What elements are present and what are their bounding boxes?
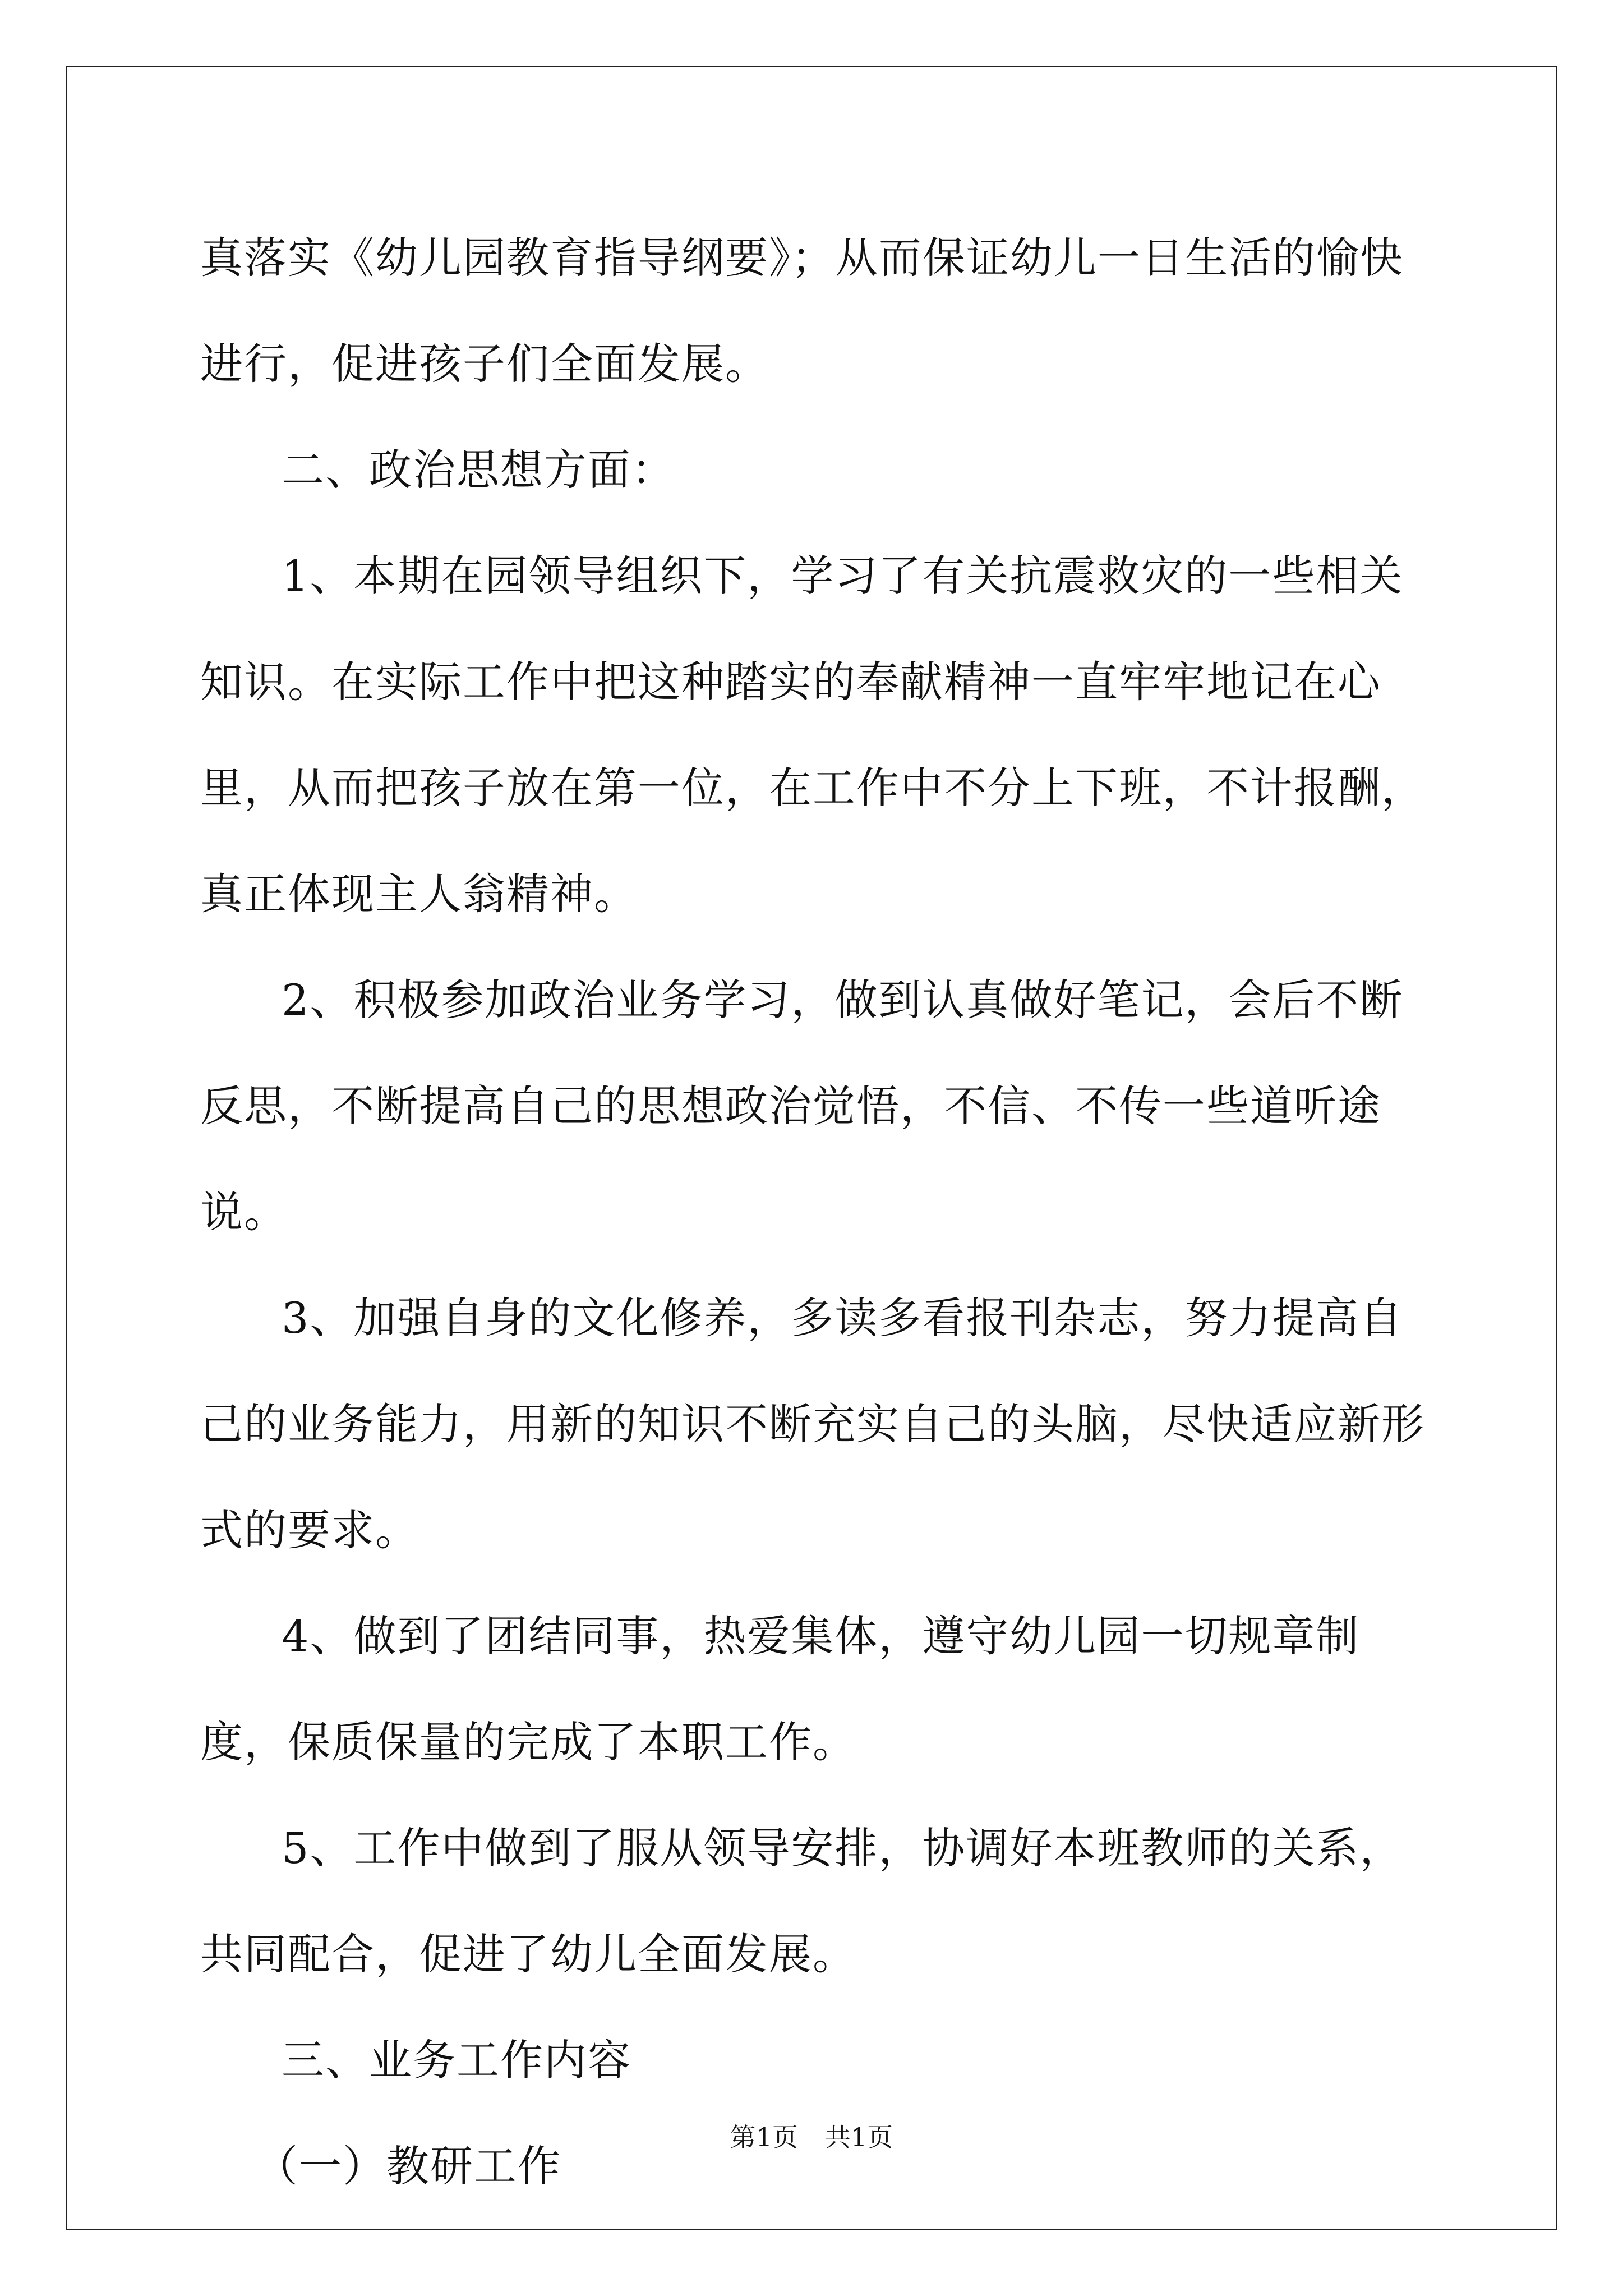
- paragraph-item-3: 3、加强自身的文化修养，多读多看报刊杂志，努力提高自己的业务能力，用新的知识不断充实自己的头脑，尽快适应新形式的要求。: [200, 1293, 1425, 1555]
- paragraph-item-5: 5、工作中做到了服从领导安排，协调好本班教师的关系，共同配合，促进了幼儿全面发展。: [200, 1823, 1404, 1979]
- heading-political-thought: 二、政治思想方面：: [282, 445, 675, 495]
- paragraph-item-1: 1、本期在园领导组织下，学习了有关抗震救灾的一些相关知识。在实际工作中把这种踏实的奉献精神一直牢牢地记在心里，从而把孩子放在第一位，在工作中不分上下班，不计报酬，真正体现主人翁精神。: [200, 551, 1425, 919]
- subheading-teaching-research: （一）教研工作: [255, 2141, 561, 2191]
- paragraph-intro: 真落实《幼儿园教育指导纲要》；从而保证幼儿一日生活的愉快进行，促进孩子们全面发展。: [200, 233, 1404, 389]
- page-total: 共1页: [825, 2122, 893, 2152]
- heading-business-work: 三、业务工作内容: [282, 2035, 631, 2085]
- document-body: [200, 205, 1434, 2219]
- paragraph-item-2: 2、积极参加政治业务学习，做到认真做好笔记，会后不断反思，不断提高自己的思想政治觉悟，不信、不传一些道听途说。: [200, 975, 1404, 1237]
- page-footer: [0, 2120, 1623, 2154]
- paragraph-item-4: 4、做到了团结同事，热爱集体，遵守幼儿园一切规章制度，保质保量的完成了本职工作。: [200, 1611, 1360, 1767]
- page-number: 第1页: [730, 2122, 798, 2152]
